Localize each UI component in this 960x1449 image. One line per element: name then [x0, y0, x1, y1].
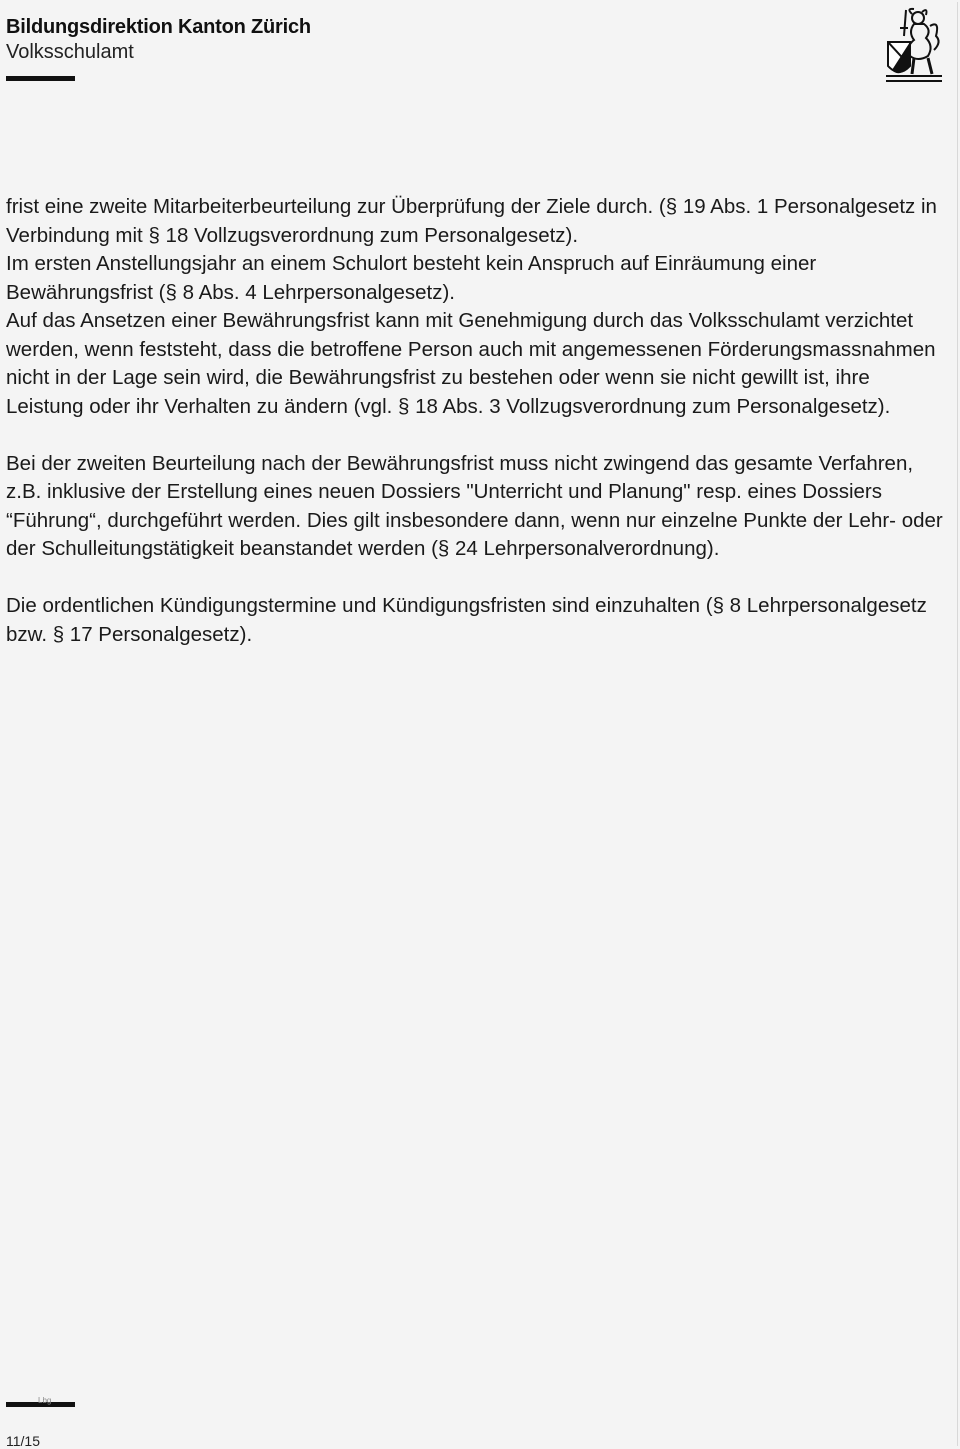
- page-number: 11/15: [6, 1433, 40, 1449]
- header-rule: [6, 76, 75, 81]
- footer-mark: Lbg: [38, 1396, 52, 1405]
- organization-name: Bildungsdirektion Kanton Zürich: [6, 16, 311, 38]
- paragraph-5: Die ordentlichen Kündigungstermine und Kündigungsfristen sind einzuhalten (§ 8 Lehrpersonalgesetz bzw. § 17 Personalgesetz).: [6, 594, 927, 646]
- page-edge: [957, 2, 958, 1446]
- body-text: [6, 193, 951, 649]
- paragraph-1: frist eine zweite Mitarbeiterbeurteilung zur Überprüfung der Ziele durch. (§ 19 Abs. 1 Personalgesetz in Verbindung mit § 18 Vollzugsverordnung zum Personalgesetz).: [6, 195, 937, 247]
- document-header: [6, 14, 311, 64]
- paragraph-4: Bei der zweiten Beurteilung nach der Bewährungsfrist muss nicht zwingend das gesamte Verfahren, z.B. inklusive der Erstellung eines neuen Dossiers "Unterricht und Planung" resp. eines Dossiers “Führung“, durchgeführt werden. Dies gilt insbesondere dann, wenn nur einzelne Punkte der Lehr- oder der Schulleitungstätigkeit beanstandet werden (§ 24 Lehrpersonalverordnung).: [6, 451, 943, 560]
- paragraph-2: Im ersten Anstellungsjahr an einem Schulort besteht kein Anspruch auf Einräumung einer Bewährungsfrist (§ 8 Abs. 4 Lehrpersonalgesetz).: [6, 252, 817, 304]
- paragraph-3: Auf das Ansetzen einer Bewährungsfrist kann mit Genehmigung durch das Volksschulamt verzichtet werden, wenn feststeht, dass die betroffene Person auch mit angemessenen Förderungsmassnahmen nicht in der Lage sein wird, die Bewährungsfrist zu bestehen oder wenn sie nicht gewillt ist, ihre Leistung oder ihr Verhalten zu ändern (vgl. § 18 Abs. 3 Vollzugsverordnung zum Personalgesetz).: [6, 309, 936, 418]
- zurich-lion-crest-icon: [884, 6, 944, 84]
- department-name: Volksschulamt: [6, 41, 134, 63]
